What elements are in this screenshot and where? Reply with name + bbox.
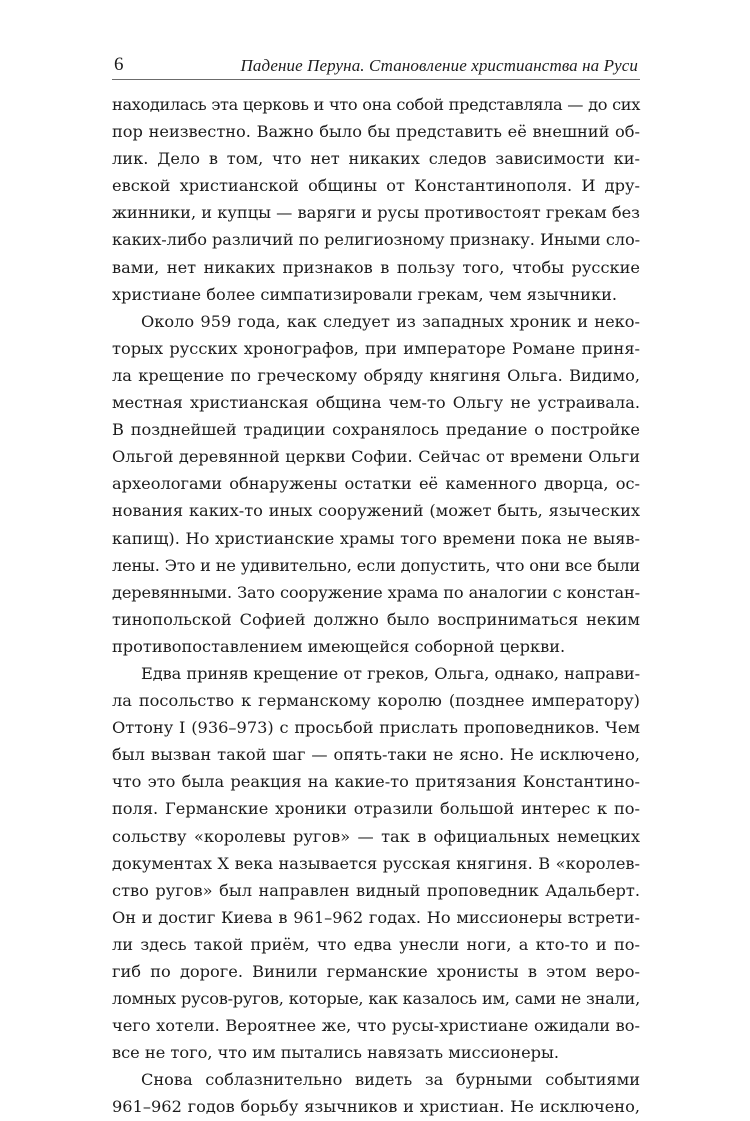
text-line: ломных русов-ругов, которые, как казалось им, сами не знали, <box>112 989 640 1009</box>
header-divider <box>112 79 640 80</box>
text-line: был вызван такой шаг — опять-таки не ясно. Не исключено, <box>112 745 640 765</box>
text-line: торых русских хронографов, при императоре Романе приня- <box>112 338 640 358</box>
text-line: поля. Германские хроники отразили большой интерес к по- <box>112 799 640 819</box>
text-line: сольству «королевы ругов» — так в официальных немецких <box>112 826 640 846</box>
text-line: ла крещение по греческому обряду княгиня Ольга. Видимо, <box>112 365 640 385</box>
text-line: деревянными. Зато сооружение храма по аналогии с констан- <box>112 582 640 602</box>
text-line: что это была реакция на какие-то притязания Константино- <box>112 772 640 792</box>
text-line: Едва приняв крещение от греков, Ольга, однако, направи- <box>141 663 640 683</box>
text-line: Ольгой деревянной церкви Софии. Сейчас от времени Ольги <box>112 447 640 467</box>
page-header <box>112 52 640 82</box>
text-line: евской христианской общины от Константинополя. И дру- <box>112 176 640 196</box>
text-line: чего хотели. Вероятнее же, что русы-христиане ожидали во- <box>112 1016 640 1036</box>
text-line: гиб по дороге. Винили германские хронисты в этом веро- <box>112 962 640 981</box>
text-line: противопоставлением имеющейся соборной церкви. <box>112 636 566 656</box>
page-number: 6 <box>114 54 124 75</box>
text-line: капищ). Но христианские храмы того времени пока не выяв- <box>112 528 640 548</box>
text-line: нования каких-то иных сооружений (может быть, языческих <box>112 501 640 521</box>
text-line: все не того, что им пытались навязать миссионеры. <box>112 1043 560 1063</box>
text-line: Он и достиг Киева в 961–962 годах. Но миссионеры встрети- <box>112 907 640 927</box>
text-line: каких-либо различий по религиозному признаку. Иными сло- <box>112 230 640 250</box>
running-title: Падение Перуна. Становление христианства на Руси <box>240 56 638 75</box>
text-line: ла посольство к германскому королю (позднее императору) <box>112 691 640 711</box>
text-line: вами, нет никаких признаков в пользу того, чтобы русские <box>112 257 640 277</box>
text-line: документах X века называется русская княгиня. В «королев- <box>112 853 640 873</box>
text-line: пор неизвестно. Важно было бы представить её внешний об- <box>112 122 640 142</box>
body-text <box>112 91 640 1121</box>
text-line: находилась эта церковь и что она собой представляла — до сих <box>112 95 640 114</box>
text-line: археологами обнаружены остатки её каменного дворца, ос- <box>112 474 640 494</box>
text-line: христиане более симпатизировали грекам, чем язычники. <box>112 284 618 304</box>
text-line: Снова соблазнительно видеть за бурными событиями <box>141 1070 640 1090</box>
text-line: ли здесь такой приём, что едва унесли ноги, а кто-то и по- <box>112 934 640 954</box>
text-line: В позднейшей традиции сохранялось предание о постройке <box>112 420 640 440</box>
text-line: лик. Дело в том, что нет никаких следов зависимости ки- <box>112 149 640 169</box>
text-line: жинники, и купцы — варяги и русы противостоят грекам без <box>112 203 640 223</box>
text-line: лены. Это и не удивительно, если допустить, что они все были <box>112 555 640 575</box>
text-line: тинопольской Софией должно было восприниматься неким <box>112 609 640 629</box>
text-line: Оттону I (936–973) с просьбой прислать проповедников. Чем <box>112 718 640 738</box>
text-line: 961–962 годов борьбу язычников и христиан. Не исключено, <box>112 1097 640 1117</box>
text-line: ство ругов» был направлен видный проповедник Адальберт. <box>112 880 640 900</box>
text-line: местная христианская община чем-то Ольгу не устраивала. <box>112 393 640 413</box>
text-line: Около 959 года, как следует из западных хроник и неко- <box>141 311 640 331</box>
